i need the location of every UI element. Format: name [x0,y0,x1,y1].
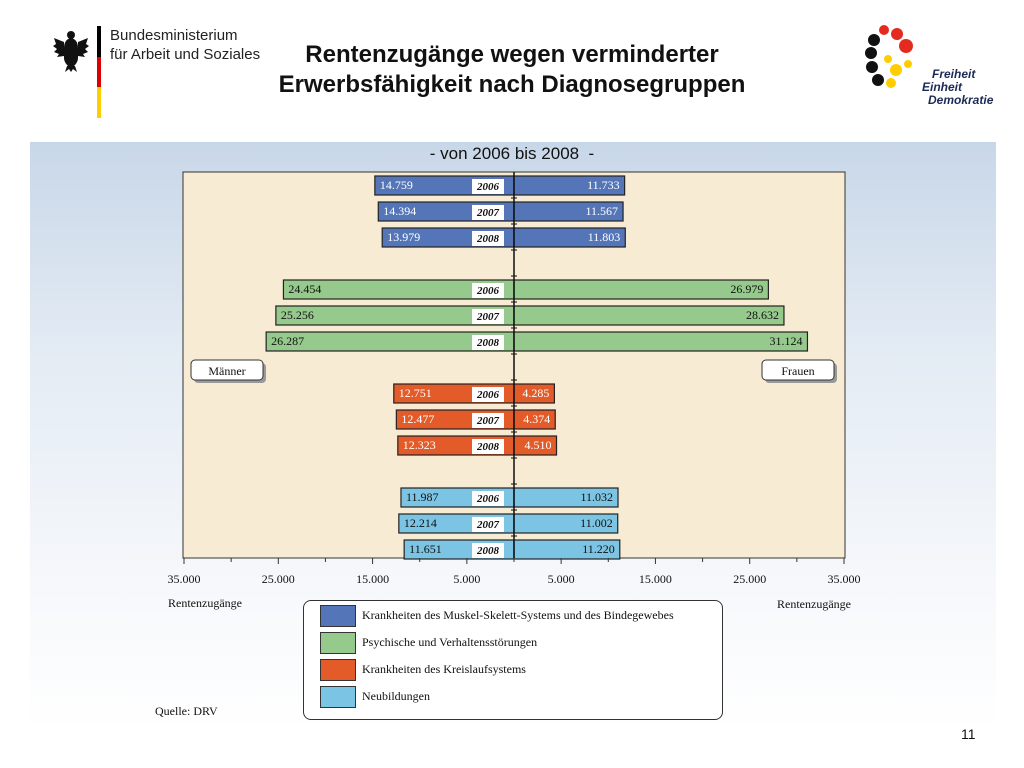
data-label-men: 12.214 [403,516,437,530]
data-label-women: 11.002 [580,516,613,530]
source-note: Quelle: DRV [155,704,218,718]
data-label-women: 11.220 [582,542,615,556]
legend-swatch [320,659,356,681]
year-label: 2008 [477,337,499,349]
legend-label: Psychische und Verhaltensstörungen [362,635,538,649]
men-label: Männer [208,364,246,378]
x-axis-label-left: Rentenzugänge [168,596,242,610]
women-label: Frauen [781,364,815,378]
year-label: 2008 [477,233,499,245]
legend-swatch [320,632,356,654]
x-tick-label: 5.000 [547,572,575,586]
legend-swatch [320,686,356,708]
x-tick-label: 25.000 [733,572,767,586]
legend-label: Krankheiten des Kreislaufsystems [362,662,526,676]
year-label: 2008 [477,545,499,557]
data-label-men: 12.323 [402,438,436,452]
men-label-box [191,360,266,383]
x-axis-label-right: Rentenzugänge [777,597,851,611]
data-label-men: 11.987 [405,490,439,504]
data-label-men: 24.454 [288,282,322,296]
legend-label: Neubildungen [362,689,430,703]
data-label-men: 11.651 [409,542,442,556]
data-label-women: 4.374 [523,412,551,426]
women-label-box [762,360,837,383]
legend-swatch [320,605,356,627]
x-tick-label: 25.000 [261,572,295,586]
data-label-men: 12.751 [398,386,432,400]
data-label-women: 4.510 [524,438,552,452]
bar-women [514,306,784,325]
data-label-women: 11.803 [587,230,621,244]
x-tick-label: 35.000 [827,572,861,586]
ministry-line-1: Bundesministerium [110,27,238,44]
year-label: 2006 [477,181,499,193]
ministry-line-2: für Arbeit und Soziales [110,46,261,63]
data-label-men: 12.477 [401,412,435,426]
year-label: 2007 [477,207,499,219]
year-label: 2007 [477,311,499,323]
data-label-men: 13.979 [387,230,421,244]
x-tick-label: 35.000 [167,572,201,586]
data-label-women: 31.124 [769,334,803,348]
logo-line-1: Freiheit [932,67,976,81]
year-label: 2008 [477,441,499,453]
data-label-men: 14.394 [383,204,417,218]
x-tick-label: 5.000 [453,572,481,586]
legend-label: Krankheiten des Muskel-Skelett-Systems und des Bindegewebes [362,608,674,622]
data-label-men: 14.759 [379,178,413,192]
data-label-men: 26.287 [271,334,305,348]
x-tick-label: 15.000 [638,572,672,586]
x-tick-label: 15.000 [356,572,390,586]
logo-line-2: Einheit [922,80,963,94]
page-number: 11 [961,726,976,742]
page-title: Rentenzugänge wegen verminderter Erwerbsfähigkeit nach Diagnosegruppen [278,41,746,98]
page-subtitle: - von 2006 bis 2008 - [429,144,595,163]
data-label-women: 4.285 [522,386,550,400]
legend [303,600,723,720]
year-label: 2006 [477,389,499,401]
data-label-women: 28.632 [745,308,779,322]
bar-women [514,332,807,351]
data-label-women: 11.567 [585,204,619,218]
data-label-women: 11.032 [580,490,614,504]
data-label-women: 11.733 [587,178,620,192]
logo-line-3: Demokratie [928,93,994,107]
year-label: 2006 [477,285,499,297]
year-label: 2007 [477,415,499,427]
data-label-men: 25.256 [280,308,314,322]
year-label: 2006 [477,493,499,505]
year-label: 2007 [477,519,499,531]
data-label-women: 26.979 [730,282,764,296]
